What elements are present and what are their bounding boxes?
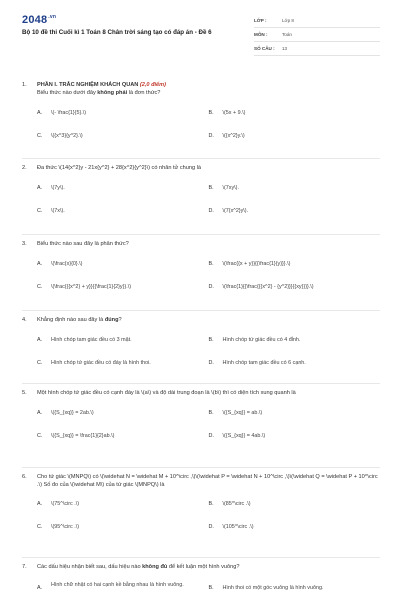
logo-suffix: .vn: [48, 14, 57, 21]
question-text: Đa thức \(14{x^2}y - 21x{y^2} + 28{x^2}{y^2}\) có nhân tử chung là: [37, 165, 201, 171]
meta-row-count: [254, 42, 380, 56]
meta-value: Lớp 8: [282, 18, 294, 23]
section-points: (2,0 điểm): [139, 82, 166, 88]
question-number: 6.: [22, 474, 27, 480]
answer-options: [37, 410, 380, 440]
question-text: Một hình chóp tứ giác đều có cạnh đáy là \(a\) và độ dài trung đoạn là \(b\) thì có diện tích xung quanh là: [37, 390, 296, 396]
question-5: [22, 389, 380, 468]
exam-meta: [254, 14, 380, 56]
answer-options: [37, 582, 380, 593]
answer-option-d[interactable]: D. Hình chóp tam giác đều có 6 cạnh.: [208, 359, 306, 366]
answer-option-d[interactable]: D. \({S_{xq}} = 4ab.\): [208, 432, 266, 439]
answer-options: [37, 337, 380, 367]
answer-option-c[interactable]: C. \(\frac{{{x^2} + y}}{{\frac{1}{2}y}}.\): [37, 283, 132, 290]
site-logo[interactable]: [22, 14, 56, 26]
question-number: 5.: [22, 390, 27, 396]
answer-option-b[interactable]: B. Hình chóp tứ giác đều có 4 đỉnh.: [208, 337, 301, 343]
answer-option-b[interactable]: B. \(7xy\).: [208, 185, 239, 191]
meta-key: MÔN :: [254, 32, 268, 37]
answer-option-c[interactable]: C. \({S_{xq}} = \frac{1}{2}ab.\): [37, 432, 115, 439]
question-list: [22, 81, 380, 600]
answer-option-a[interactable]: A. \(\frac{x}{0}.\): [37, 261, 83, 267]
answer-option-a[interactable]: A. \(75^\circ .\): [37, 501, 79, 507]
answer-option-b[interactable]: B. \(5x + 9.\): [208, 110, 246, 116]
question-text: Các dấu hiệu nhận biết sau, dấu hiệu nào không đủ để kết luận một hình vuông?: [37, 564, 240, 570]
question-text: Biểu thức nào dưới đây không phải là đơn thức?: [37, 90, 161, 96]
question-number: 2.: [22, 165, 27, 171]
page-title: Bộ 10 đề thi Cuối kì 1 Toán 8 Chân trời sáng tạo có đáp án - Đề 6: [22, 29, 212, 36]
meta-value: 13: [282, 46, 288, 51]
meta-value: Toán: [282, 32, 292, 37]
meta-row-class: [254, 14, 380, 28]
answer-options: [37, 501, 380, 531]
meta-key: LỚP :: [254, 18, 267, 23]
question-text: Cho tứ giác \(MNPQ\) có \(\widehat N = \widehat M + 10^\circ ,\)\(\widehat P = \widehat N + 10^\circ ,\)\(\widehat Q = \widehat P + 10^\circ .\) Số đo của \(\widehat M\) của tứ giác \(MNPQ\) là: [37, 474, 378, 488]
meta-key: SỐ CÂU :: [254, 46, 275, 51]
answer-option-d[interactable]: D. \(105^\circ .\): [208, 523, 254, 530]
question-2: [22, 164, 380, 235]
question-text: Biểu thức nào sau đây là phân thức?: [37, 241, 129, 247]
question-number: 4.: [22, 317, 27, 323]
answer-option-b[interactable]: B. \(85^\circ .\): [208, 501, 251, 507]
answer-option-d[interactable]: D. \({x^2}y.\): [208, 132, 245, 139]
question-number: 7.: [22, 564, 27, 570]
question-number: 1.: [22, 82, 27, 88]
answer-option-c[interactable]: C. \(95^\circ .\): [37, 523, 79, 530]
answer-option-d[interactable]: D. \(\frac{1}{{\frac{{{x^2} - {y^2}}}{{xy}}}}.\): [208, 283, 314, 290]
question-number: 3.: [22, 241, 27, 247]
meta-row-subject: [254, 28, 380, 42]
question-7: [22, 563, 380, 600]
answer-option-a[interactable]: A. \(- \frac{1}{5}.\): [37, 110, 87, 116]
answer-option-b[interactable]: B. \(\frac{{x + y}}{{\frac{1}{y}}}.\): [208, 261, 291, 267]
answer-option-d[interactable]: D. \(7{x^2}y\).: [208, 207, 249, 214]
answer-options: [37, 261, 380, 291]
answer-option-b[interactable]: B. Hình thoi có một góc vuông là hình vuông.: [208, 585, 324, 591]
answer-option-b[interactable]: B. \({S_{xq}} = ab.\): [208, 410, 263, 416]
question-6: [22, 473, 380, 558]
header: [22, 12, 380, 62]
answer-options: [37, 110, 380, 140]
question-4: [22, 316, 380, 384]
section-title: PHẦN I. TRẮC NGHIỆM KHÁCH QUAN (2,0 điểm): [37, 82, 166, 88]
answer-option-c[interactable]: C. \({x^3}{y^2}.\): [37, 132, 83, 139]
answer-option-c[interactable]: C. Hình chóp tứ giác đều có đáy là hình thoi.: [37, 359, 151, 366]
answer-options: [37, 185, 380, 215]
question-text: Khẳng định nào sau đây là đúng?: [37, 317, 122, 323]
logo-text: 2048: [22, 14, 48, 26]
answer-option-a[interactable]: A. Hình chóp tam giác đều có 3 mặt.: [37, 337, 132, 343]
answer-option-c[interactable]: C. \(7x\).: [37, 207, 65, 214]
question-1: [22, 81, 380, 159]
answer-option-a[interactable]: A. \({S_{xq}} = 2ab.\): [37, 410, 94, 416]
question-3: [22, 240, 380, 311]
answer-option-a[interactable]: A. \(7y\).: [37, 185, 65, 191]
answer-option-a[interactable]: A. Hình chữ nhật có hai cạnh kề bằng nhau là hình vuông.: [37, 582, 184, 591]
